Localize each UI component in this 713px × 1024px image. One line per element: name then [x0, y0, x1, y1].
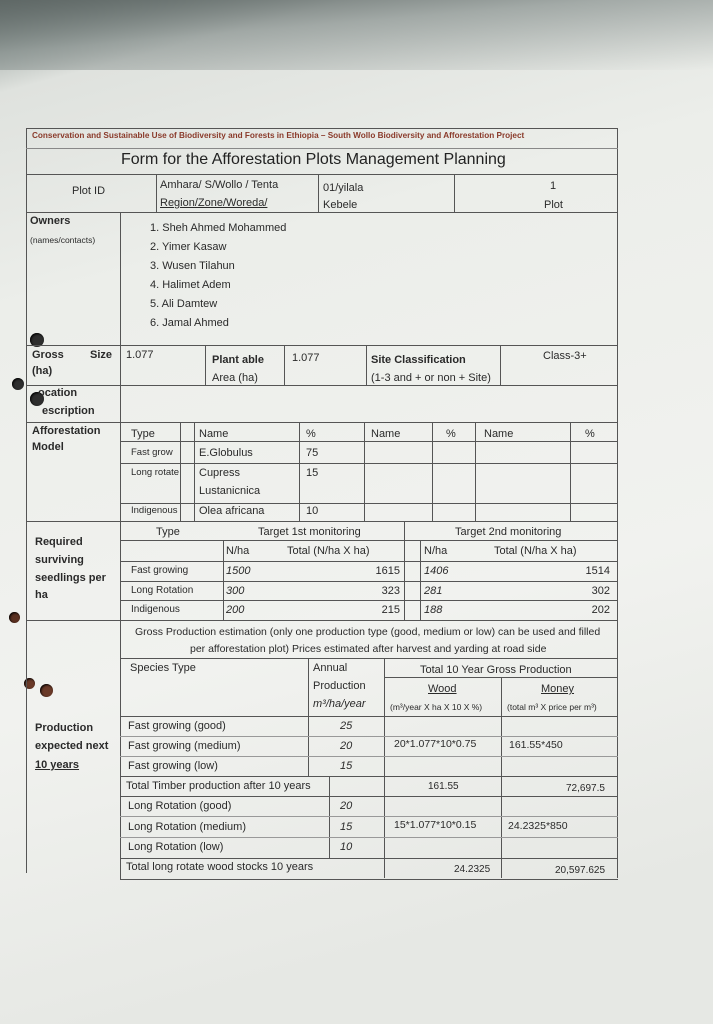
seedling-type-cell: Long Rotation — [131, 585, 194, 596]
timber-total-money: 72,697.5 — [566, 783, 605, 794]
long-annual-cell: 15 — [340, 821, 353, 833]
seedling-t1-cell: 1615 — [375, 565, 400, 577]
owners-label: Owners — [30, 215, 71, 227]
fast-annual-cell: 15 — [340, 760, 353, 772]
model-label: Afforestation — [32, 425, 101, 437]
seedling-n2-cell: 188 — [424, 604, 443, 616]
model-name-header: Name — [199, 428, 229, 440]
model-name-header-3: Name — [484, 428, 514, 440]
page-title: Form for the Afforestation Plots Management Planning — [121, 151, 506, 168]
region-label: Region/Zone/Woreda/ — [160, 197, 268, 209]
seedlings-label-2: surviving — [35, 554, 84, 566]
plantable-label: Plant able — [212, 354, 264, 366]
long-total-label: Total long rotate wood stocks 10 years — [126, 861, 314, 873]
model-type-header: Type — [131, 428, 155, 440]
owners-sublabel: (names/contacts) — [30, 235, 96, 245]
model-name-cell: E.Globulus — [199, 447, 253, 459]
plantable-label-2: Area (ha) — [212, 372, 258, 384]
long-money-formula: 24.2325*850 — [508, 820, 568, 832]
seedling-n2-cell: 281 — [424, 585, 443, 597]
seedlings-total-header: Total (N/ha X ha) — [287, 545, 370, 557]
annual-header-unit: m³/ha/year — [313, 698, 366, 710]
long-annual-cell: 20 — [340, 800, 353, 812]
model-pct-cell: 15 — [306, 467, 319, 479]
seedlings-type-header: Type — [156, 526, 180, 538]
fast-type-cell: Fast growing (low) — [128, 760, 218, 772]
annual-header: Annual — [313, 662, 348, 674]
money-header-sub: (total m³ X price per m³) — [507, 702, 597, 712]
seedling-n1-cell: 300 — [226, 585, 245, 597]
long-type-cell: Long Rotation (good) — [128, 800, 232, 812]
seedling-t1-cell: 215 — [381, 604, 400, 616]
plot-id-label: Plot ID — [72, 185, 106, 197]
model-pct-header-2: % — [446, 428, 456, 440]
kebele-value: 01/yilala — [323, 182, 364, 194]
long-total-wood: 24.2325 — [454, 864, 491, 875]
seedling-type-cell: Fast growing — [131, 565, 189, 576]
seedlings-total-header-2: Total (N/ha X ha) — [494, 545, 577, 557]
long-type-cell: Long Rotation (medium) — [128, 821, 247, 833]
seedling-n1-cell: 1500 — [226, 565, 251, 577]
fast-money-formula: 161.55*450 — [509, 739, 563, 751]
wood-header-sub: (m³/year X ha X 10 X %) — [390, 702, 483, 712]
region-value: Amhara/ S/Wollo / Tenta — [160, 179, 279, 191]
owner-item: 1. Sheh Ahmed Mohammed — [150, 222, 287, 234]
model-name-cell: Cupress — [199, 467, 240, 479]
gross-size-unit: (ha) — [32, 365, 53, 377]
seedlings-nha-header: N/ha — [226, 545, 250, 557]
site-class-sublabel: (1-3 and + or non + Site) — [371, 372, 491, 384]
seedling-t2-cell: 1514 — [585, 565, 610, 577]
owner-item: 6. Jamal Ahmed — [150, 317, 229, 329]
seedlings-target2-header: Target 2nd monitoring — [455, 526, 562, 538]
long-annual-cell: 10 — [340, 841, 353, 853]
gross-size-value: 1.077 — [126, 349, 154, 361]
timber-total-wood: 161.55 — [428, 781, 459, 792]
production-label: Production — [35, 722, 94, 734]
seedlings-nha-header-2: N/ha — [424, 545, 448, 557]
gross-size-label-2: Size — [90, 349, 113, 361]
fast-annual-cell: 25 — [340, 720, 353, 732]
seedling-n1-cell: 200 — [226, 604, 245, 616]
seedling-t2-cell: 302 — [591, 585, 610, 597]
seedling-t1-cell: 323 — [381, 585, 400, 597]
money-header: Money — [541, 683, 575, 695]
location-label-2: escription — [42, 405, 95, 417]
site-class-value: Class-3+ — [543, 350, 587, 362]
punch-hole — [40, 684, 53, 697]
model-name-cell: Lustanicnica — [199, 485, 261, 497]
production-note-2: per afforestation plot) Prices estimated after harvest and yarding at road side — [190, 643, 547, 655]
seedling-n2-cell: 1406 — [424, 565, 449, 577]
model-type-cell: Fast grow — [131, 447, 173, 458]
site-class-label: Site Classification — [371, 354, 466, 366]
owner-item: 5. Ali Damtew — [150, 298, 218, 310]
fast-type-cell: Fast growing (medium) — [128, 740, 241, 752]
punch-hole — [9, 612, 20, 623]
model-name-cell: Olea africana — [199, 505, 265, 517]
plantable-value: 1.077 — [292, 352, 320, 364]
seedling-t2-cell: 202 — [591, 604, 610, 616]
fast-type-cell: Fast growing (good) — [128, 720, 226, 732]
total-production-header: Total 10 Year Gross Production — [420, 664, 572, 676]
seedlings-label-3: seedlings per — [35, 572, 106, 584]
timber-total-label: Total Timber production after 10 years — [126, 780, 311, 792]
long-type-cell: Long Rotation (low) — [128, 841, 224, 853]
production-label-2: expected next — [35, 740, 109, 752]
seedling-type-cell: Indigenous — [131, 604, 180, 615]
model-pct-header: % — [306, 428, 316, 440]
model-label-2: Model — [32, 441, 64, 453]
seedlings-label-4: ha — [35, 589, 48, 601]
wood-header: Wood — [428, 683, 457, 695]
plot-value: 1 — [550, 180, 557, 192]
long-total-money: 20,597.625 — [555, 865, 606, 876]
annual-header-2: Production — [313, 680, 366, 692]
seedlings-label: Required — [35, 536, 83, 548]
gross-size-label: Gross — [32, 349, 64, 361]
model-pct-header-3: % — [585, 428, 595, 440]
seedlings-target1-header: Target 1st monitoring — [258, 526, 361, 538]
long-wood-formula: 15*1.077*10*0.15 — [394, 819, 477, 831]
fast-wood-formula: 20*1.077*10*0.75 — [394, 738, 477, 750]
owner-item: 4. Halimet Adem — [150, 279, 231, 291]
location-label: ocation — [38, 387, 78, 399]
owner-item: 2. Yimer Kasaw — [150, 241, 227, 253]
model-pct-cell: 10 — [306, 505, 319, 517]
punch-hole — [12, 378, 24, 390]
model-name-header-2: Name — [371, 428, 401, 440]
production-note: Gross Production estimation (only one production type (good, medium or low) can be used and filled — [135, 626, 601, 638]
owner-item: 3. Wusen Tilahun — [150, 260, 235, 272]
model-type-cell: Long rotate — [131, 467, 180, 478]
kebele-label: Kebele — [323, 199, 358, 211]
fast-annual-cell: 20 — [340, 740, 353, 752]
species-type-header: Species Type — [130, 662, 196, 674]
project-header: Conservation and Sustainable Use of Biodiversity and Forests in Ethiopia – South Wollo Biodiversity and Afforestation Project — [32, 131, 525, 140]
plot-label: Plot — [544, 199, 563, 211]
model-pct-cell: 75 — [306, 447, 319, 459]
production-label-3: 10 years — [35, 759, 80, 771]
model-type-cell: Indigenous — [131, 505, 178, 516]
